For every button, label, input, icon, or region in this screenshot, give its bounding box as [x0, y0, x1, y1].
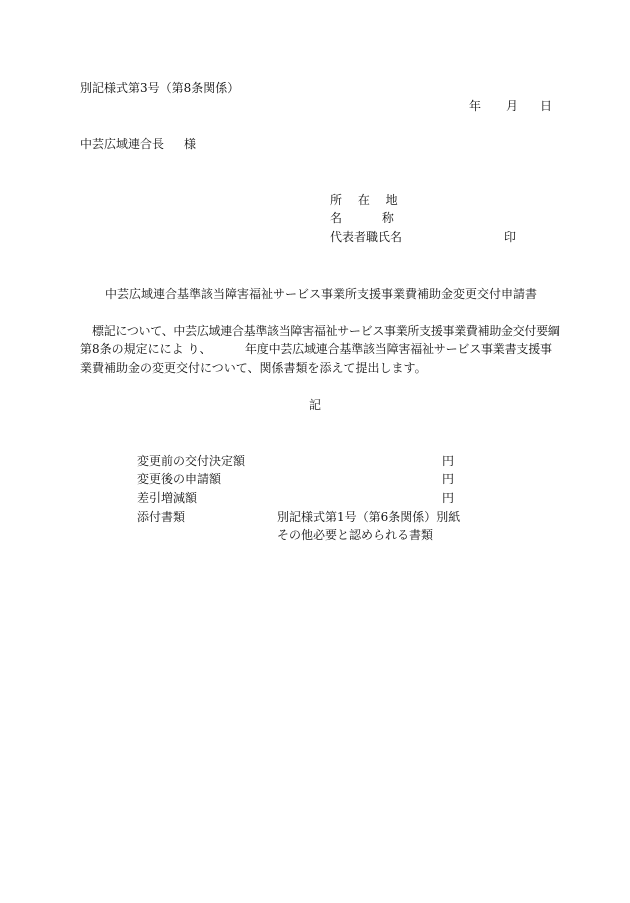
- ki-heading: 記: [309, 398, 322, 412]
- attachments-label: 添付書類: [137, 510, 186, 524]
- body-line-1: 標記について、中芸広域連合基準該当障害福祉サービス事業所支援事業費補助金交付要綱: [92, 324, 560, 338]
- seal-mark: 印: [504, 230, 517, 244]
- date-day: 日: [540, 99, 553, 113]
- addressee-honorific: 様: [184, 137, 197, 151]
- item-unit: 円: [442, 472, 455, 486]
- addressee-name: 中芸広域連合長: [80, 137, 165, 151]
- name-label: 名 称: [330, 211, 394, 225]
- item-label: 変更前の交付決定額: [137, 454, 246, 468]
- item-label: 差引増減額: [137, 491, 198, 505]
- date-year: 年: [469, 99, 482, 113]
- item-unit: 円: [442, 491, 455, 505]
- address-label: 所 在 地: [330, 193, 398, 207]
- representative-label: 代表者職氏名: [330, 230, 403, 244]
- date-month: 月: [506, 99, 519, 113]
- body-line-2a: 第8条の規定にによ り、: [80, 342, 212, 356]
- item-label: 変更後の申請額: [137, 472, 222, 486]
- body-line-2b: 年度中芸広域連合基準該当障害福祉サービス事業書支援事: [245, 342, 552, 356]
- form-label: 別記様式第3号（第8条関係）: [80, 81, 240, 95]
- item-unit: 円: [442, 454, 455, 468]
- body-line-3: 業費補助金の変更交付について、関係書類を添えて提出します。: [80, 361, 427, 375]
- attachment-item: その他必要と認められる書類: [277, 528, 434, 542]
- document-title: 中芸広域連合基準該当障害福祉サービス事業所支援事業費補助金変更交付申請書: [105, 287, 538, 301]
- attachment-item: 別記様式第1号（第6条関係）別紙: [277, 510, 461, 524]
